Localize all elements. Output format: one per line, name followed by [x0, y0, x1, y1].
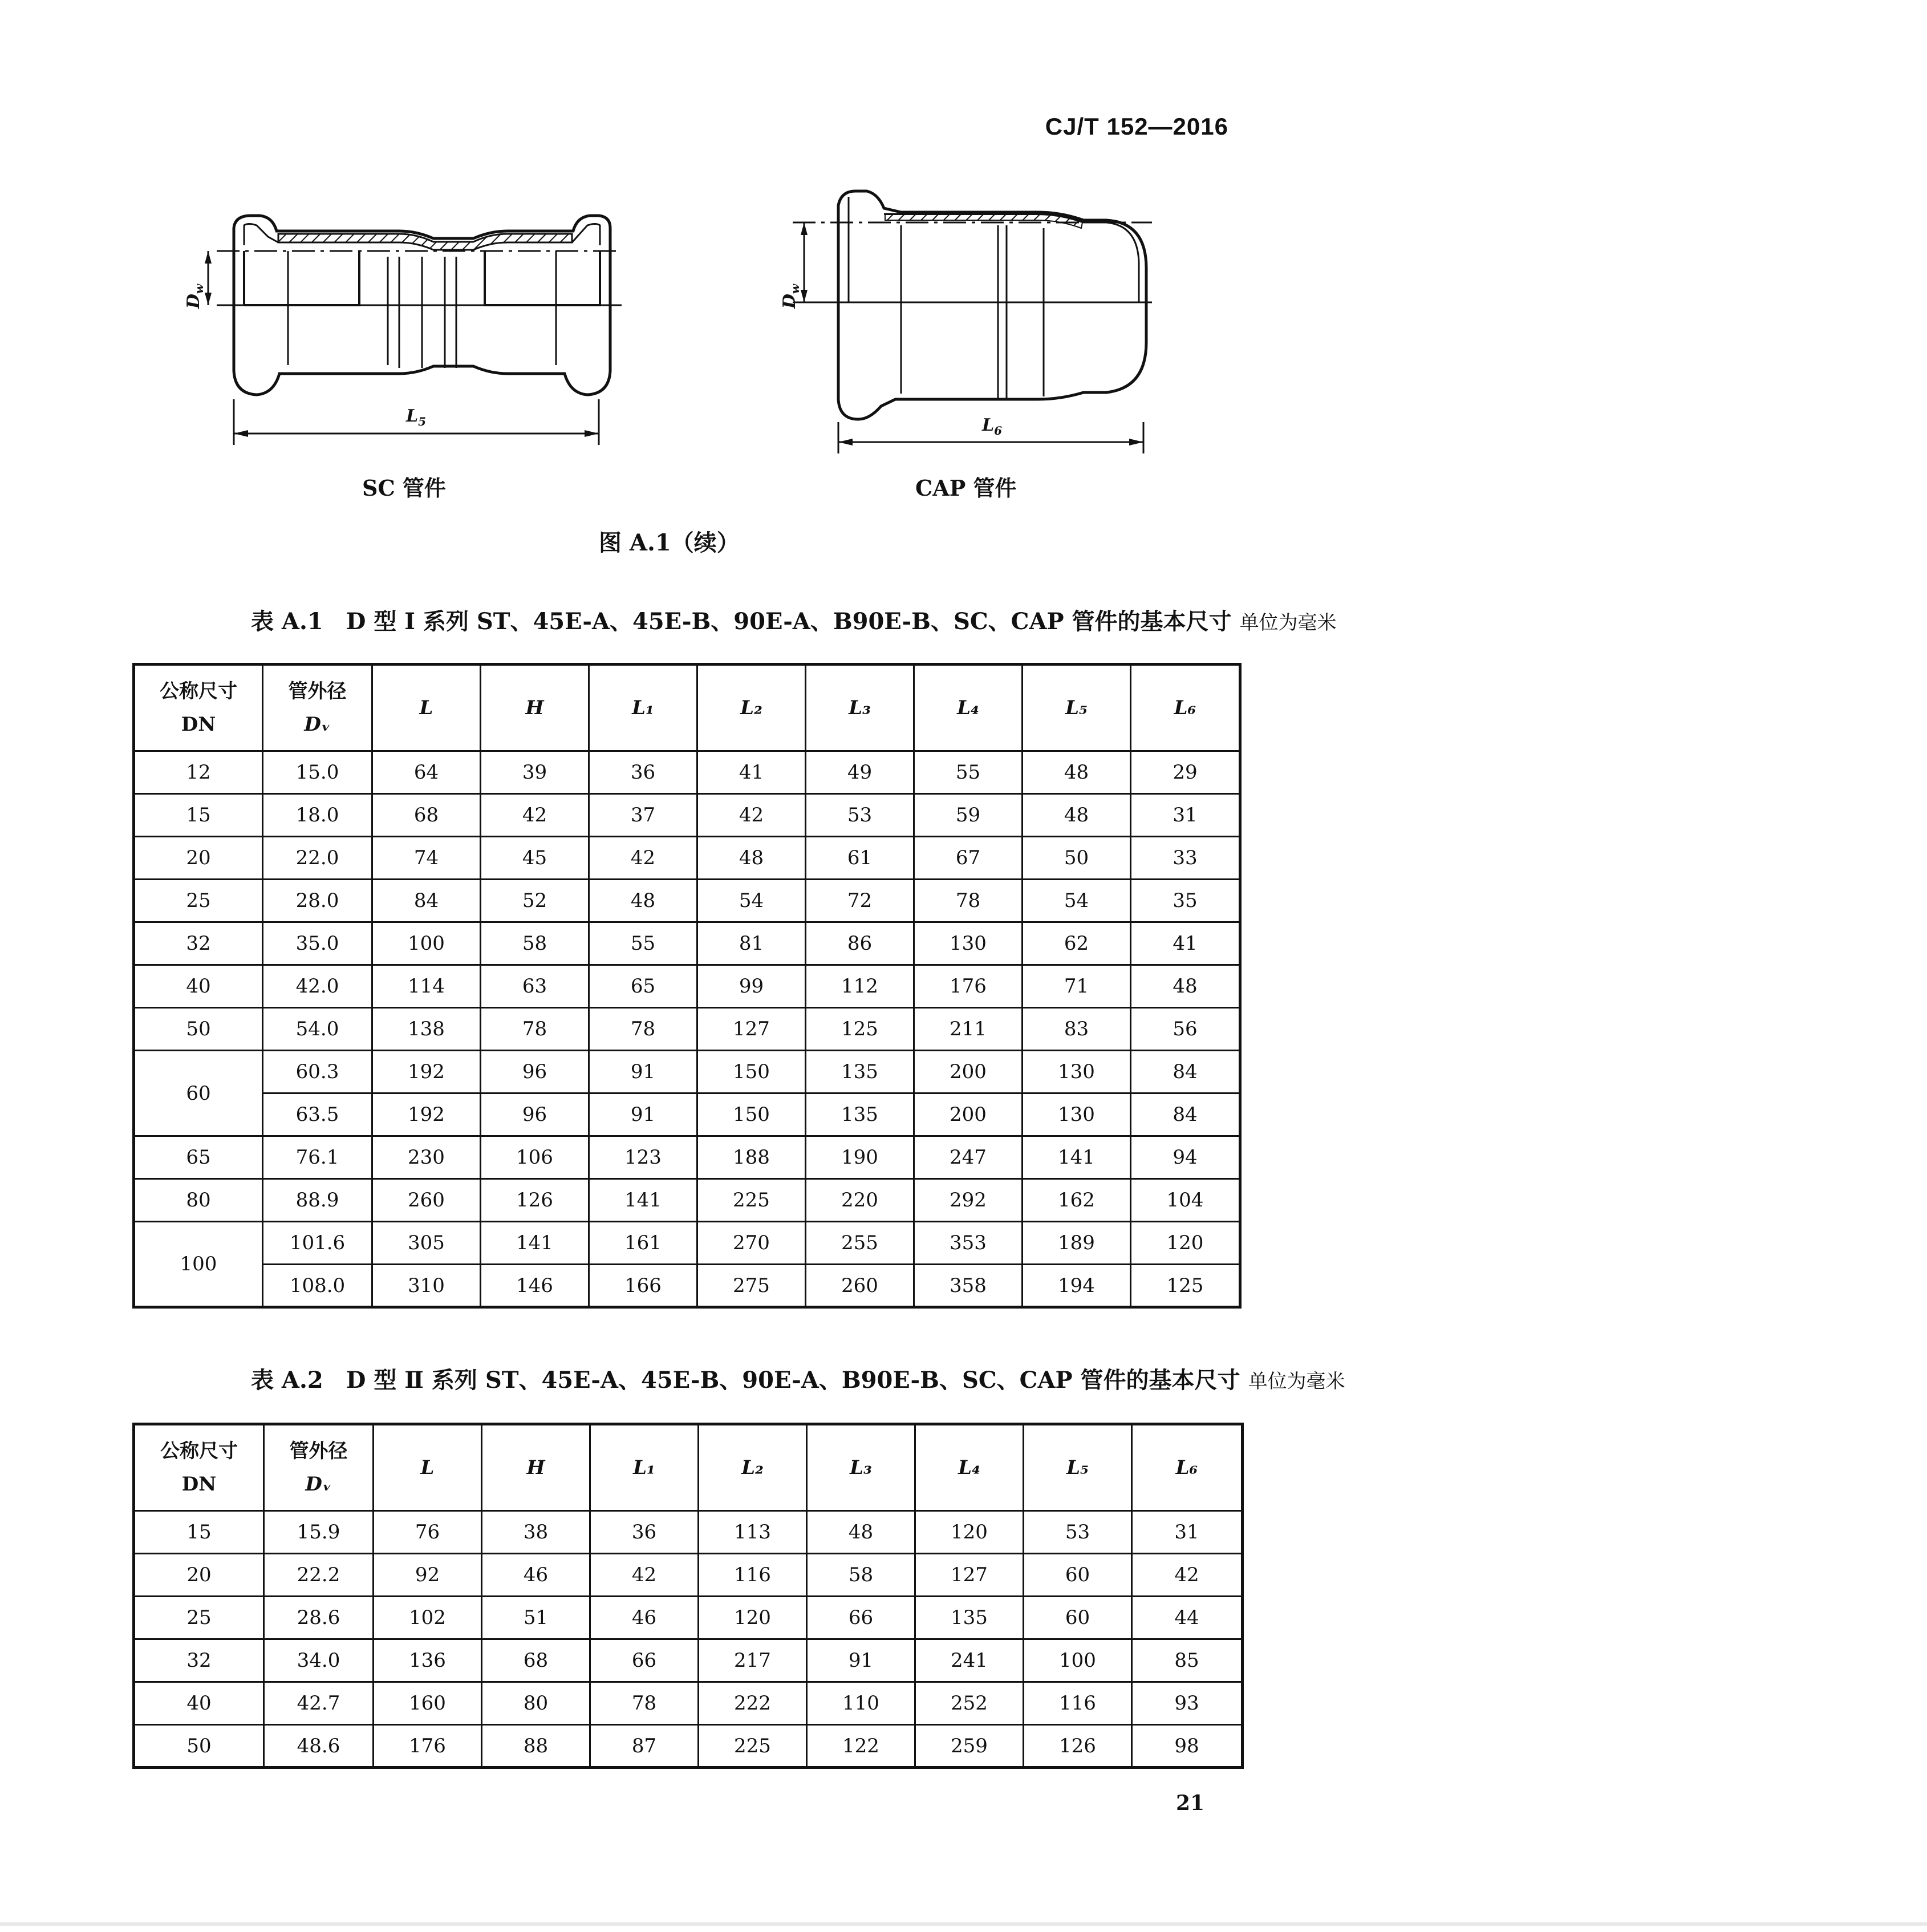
cell-value: 141	[589, 1179, 697, 1222]
cell-value: 102	[374, 1597, 482, 1639]
cell-value: 93	[1132, 1682, 1243, 1725]
cell-dn: 65	[134, 1136, 263, 1179]
header-l: L	[374, 1424, 482, 1511]
cell-value: 84	[372, 880, 481, 922]
cell-value: 53	[1024, 1511, 1132, 1554]
cell-value: 44	[1132, 1597, 1243, 1639]
cell-value: 160	[374, 1682, 482, 1725]
table-row	[134, 1179, 1240, 1222]
cell-value: 188	[697, 1136, 806, 1179]
cell-value: 150	[697, 1093, 806, 1136]
cell-dw: 35.0	[263, 922, 372, 965]
cap-fitting-drawing	[793, 191, 1152, 453]
cell-dw: 63.5	[263, 1093, 372, 1136]
cell-dw: 88.9	[263, 1179, 372, 1222]
cell-value: 55	[914, 751, 1023, 794]
cell-value: 100	[1024, 1639, 1132, 1682]
header-l1: L₁	[590, 1424, 699, 1511]
table2-title: 表 A.2 D 型 Ⅱ 系列 ST、45E-A、45E-B、90E-A、B90E-B、SC、CAP 管件的基本尺寸 单位为毫米	[251, 1367, 1345, 1394]
header-l6: L₆	[1132, 1424, 1243, 1511]
cell-value: 48	[807, 1511, 915, 1554]
table-row	[134, 1511, 1243, 1554]
cell-value: 353	[914, 1222, 1023, 1265]
table1-title: 表 A.1 D 型 Ⅰ 系列 ST、45E-A、45E-B、90E-A、B90E-B、SC、CAP 管件的基本尺寸 单位为毫米	[251, 608, 1337, 635]
table-row	[134, 794, 1240, 837]
cell-value: 310	[372, 1265, 481, 1307]
cell-value: 110	[807, 1682, 915, 1725]
cell-value: 270	[697, 1222, 806, 1265]
cell-dn: 80	[134, 1179, 263, 1222]
cell-value: 87	[590, 1725, 699, 1768]
cell-dw: 48.6	[264, 1725, 374, 1768]
cell-value: 211	[914, 1008, 1023, 1051]
cell-value: 76	[374, 1511, 482, 1554]
cell-value: 60	[1024, 1554, 1132, 1597]
cell-value: 194	[1023, 1265, 1131, 1307]
cell-dn: 32	[134, 922, 263, 965]
cell-value: 88	[482, 1725, 590, 1768]
cell-value: 123	[589, 1136, 697, 1179]
header-l5: L₅	[1024, 1424, 1132, 1511]
cell-value: 48	[1023, 751, 1131, 794]
table1-unit: 单位为毫米	[1239, 611, 1337, 634]
cell-value: 91	[589, 1093, 697, 1136]
header-l4: L₄	[914, 665, 1023, 751]
cell-dw: 15.9	[264, 1511, 374, 1554]
cell-dn: 20	[134, 837, 263, 880]
cell-value: 126	[481, 1179, 589, 1222]
page-number: 21	[1176, 1791, 1205, 1815]
cell-dw: 22.0	[263, 837, 372, 880]
table2-unit: 单位为毫米	[1248, 1370, 1345, 1393]
cell-value: 42	[1132, 1554, 1243, 1597]
cell-value: 200	[914, 1093, 1023, 1136]
cell-value: 81	[697, 922, 806, 965]
cell-dn: 15	[134, 1511, 264, 1554]
cell-value: 130	[1023, 1051, 1131, 1093]
cell-value: 36	[589, 751, 697, 794]
cell-value: 192	[372, 1093, 481, 1136]
cell-value: 120	[915, 1511, 1024, 1554]
cell-value: 68	[482, 1639, 590, 1682]
table-row	[134, 965, 1240, 1008]
header-l3: L₃	[807, 1424, 915, 1511]
cell-value: 36	[590, 1511, 699, 1554]
cell-value: 63	[481, 965, 589, 1008]
cap-dw-label: $D_w$	[780, 283, 802, 309]
cell-value: 52	[481, 880, 589, 922]
cell-value: 114	[372, 965, 481, 1008]
cell-value: 84	[1131, 1051, 1240, 1093]
cell-value: 358	[914, 1265, 1023, 1307]
cell-value: 138	[372, 1008, 481, 1051]
cell-value: 99	[697, 965, 806, 1008]
table-row	[134, 1639, 1243, 1682]
cell-value: 98	[1132, 1725, 1243, 1768]
cell-value: 48	[1023, 794, 1131, 837]
cell-value: 74	[372, 837, 481, 880]
cell-value: 225	[699, 1725, 807, 1768]
header-l2: L₂	[697, 665, 806, 751]
cell-value: 141	[481, 1222, 589, 1265]
cell-value: 78	[481, 1008, 589, 1051]
cell-value: 38	[482, 1511, 590, 1554]
cell-value: 42	[590, 1554, 699, 1597]
header-l4: L₄	[915, 1424, 1024, 1511]
cell-value: 141	[1023, 1136, 1131, 1179]
cell-dn: 50	[134, 1725, 264, 1768]
cell-value: 51	[482, 1597, 590, 1639]
cell-value: 67	[914, 837, 1023, 880]
header-dw: 管外径 Dᵥ	[263, 665, 372, 751]
cell-value: 135	[806, 1093, 914, 1136]
cell-dn: 50	[134, 1008, 263, 1051]
cell-value: 58	[807, 1554, 915, 1597]
header-l3: L₃	[806, 665, 914, 751]
cell-value: 120	[1131, 1222, 1240, 1265]
cell-value: 94	[1131, 1136, 1240, 1179]
header-h: H	[481, 665, 589, 751]
cell-value: 33	[1131, 837, 1240, 880]
cell-value: 255	[806, 1222, 914, 1265]
cell-value: 85	[1132, 1639, 1243, 1682]
cell-dn: 40	[134, 1682, 264, 1725]
cell-dn: 60	[134, 1051, 263, 1136]
cell-value: 65	[589, 965, 697, 1008]
cell-value: 125	[806, 1008, 914, 1051]
cell-value: 122	[807, 1725, 915, 1768]
cell-value: 91	[589, 1051, 697, 1093]
cell-value: 60	[1024, 1597, 1132, 1639]
cell-value: 78	[589, 1008, 697, 1051]
cell-value: 127	[915, 1554, 1024, 1597]
cell-value: 72	[806, 880, 914, 922]
sc-l5-label: $L_5$	[406, 406, 427, 428]
cell-dw: 22.2	[264, 1554, 374, 1597]
cell-value: 48	[697, 837, 806, 880]
cap-caption: CAP 管件	[915, 475, 1017, 501]
header-dw: 管外径 Dᵥ	[264, 1424, 374, 1511]
cell-value: 78	[590, 1682, 699, 1725]
header-dn: 公称尺寸 DN	[134, 665, 263, 751]
cell-value: 305	[372, 1222, 481, 1265]
cell-value: 130	[1023, 1093, 1131, 1136]
cell-value: 135	[806, 1051, 914, 1093]
cell-value: 146	[481, 1265, 589, 1307]
cell-value: 120	[699, 1597, 807, 1639]
cell-dw: 76.1	[263, 1136, 372, 1179]
cell-value: 275	[697, 1265, 806, 1307]
cell-value: 62	[1023, 922, 1131, 965]
cell-value: 100	[372, 922, 481, 965]
cell-value: 41	[1131, 922, 1240, 965]
cell-value: 104	[1131, 1179, 1240, 1222]
cell-value: 42	[697, 794, 806, 837]
cell-value: 42	[589, 837, 697, 880]
header-l1: L₁	[589, 665, 697, 751]
cell-value: 96	[481, 1051, 589, 1093]
table-header-row	[134, 1424, 1243, 1511]
cell-value: 189	[1023, 1222, 1131, 1265]
sc-caption: SC 管件	[362, 475, 446, 501]
cell-value: 37	[589, 794, 697, 837]
cell-dn: 100	[134, 1222, 263, 1307]
cell-value: 92	[374, 1554, 482, 1597]
cell-value: 39	[481, 751, 589, 794]
cell-value: 68	[372, 794, 481, 837]
page-bottom-edge	[0, 1922, 1927, 1926]
figure-a1	[0, 0, 1927, 570]
cell-dw: 108.0	[263, 1265, 372, 1307]
table-a2	[132, 1423, 1244, 1769]
cell-dw: 60.3	[263, 1051, 372, 1093]
table-a1	[132, 663, 1242, 1309]
cell-dw: 34.0	[264, 1639, 374, 1682]
cell-value: 130	[914, 922, 1023, 965]
sc-dw-label: $D_w$	[184, 283, 206, 309]
cell-dw: 101.6	[263, 1222, 372, 1265]
cell-value: 259	[915, 1725, 1024, 1768]
cell-value: 200	[914, 1051, 1023, 1093]
table-row	[134, 751, 1240, 794]
cell-value: 48	[1131, 965, 1240, 1008]
cell-value: 46	[590, 1597, 699, 1639]
table-row	[134, 1008, 1240, 1051]
cap-l6-label: $L_6$	[982, 415, 1003, 438]
table-row	[134, 1682, 1243, 1725]
cell-value: 71	[1023, 965, 1131, 1008]
cell-value: 31	[1132, 1511, 1243, 1554]
cell-value: 41	[697, 751, 806, 794]
cell-value: 61	[806, 837, 914, 880]
header-l: L	[372, 665, 481, 751]
cell-value: 91	[807, 1639, 915, 1682]
cell-value: 222	[699, 1682, 807, 1725]
cell-value: 116	[699, 1554, 807, 1597]
table-row	[134, 837, 1240, 880]
header-h: H	[482, 1424, 590, 1511]
cell-value: 83	[1023, 1008, 1131, 1051]
cell-dn: 25	[134, 880, 263, 922]
cell-dn: 15	[134, 794, 263, 837]
cell-value: 54	[697, 880, 806, 922]
cell-value: 84	[1131, 1093, 1240, 1136]
cell-value: 225	[697, 1179, 806, 1222]
cell-value: 230	[372, 1136, 481, 1179]
cell-value: 150	[697, 1051, 806, 1093]
cell-dw: 42.7	[264, 1682, 374, 1725]
table-row	[134, 1597, 1243, 1639]
cell-value: 56	[1131, 1008, 1240, 1051]
header-dn: 公称尺寸 DN	[134, 1424, 264, 1511]
cell-value: 217	[699, 1639, 807, 1682]
cell-value: 162	[1023, 1179, 1131, 1222]
table-row	[134, 1725, 1243, 1768]
cell-dw: 42.0	[263, 965, 372, 1008]
figure-title: 图 A.1（续）	[599, 529, 740, 556]
table-row	[134, 922, 1240, 965]
cell-value: 116	[1024, 1682, 1132, 1725]
table-header-row	[134, 665, 1240, 751]
cell-value: 54	[1023, 880, 1131, 922]
cell-value: 260	[806, 1265, 914, 1307]
cell-value: 113	[699, 1511, 807, 1554]
table-row	[134, 1136, 1240, 1179]
cell-dw: 28.0	[263, 880, 372, 922]
cell-dn: 20	[134, 1554, 264, 1597]
cell-value: 49	[806, 751, 914, 794]
cell-value: 135	[915, 1597, 1024, 1639]
cell-dn: 40	[134, 965, 263, 1008]
cell-value: 176	[914, 965, 1023, 1008]
cell-dn: 32	[134, 1639, 264, 1682]
cell-dw: 54.0	[263, 1008, 372, 1051]
cell-value: 292	[914, 1179, 1023, 1222]
cell-dw: 15.0	[263, 751, 372, 794]
cell-value: 247	[914, 1136, 1023, 1179]
header-l2: L₂	[699, 1424, 807, 1511]
cell-value: 125	[1131, 1265, 1240, 1307]
table-row	[134, 1051, 1240, 1093]
cell-value: 86	[806, 922, 914, 965]
cell-value: 46	[482, 1554, 590, 1597]
cell-value: 190	[806, 1136, 914, 1179]
cell-value: 29	[1131, 751, 1240, 794]
header-l6: L₆	[1131, 665, 1240, 751]
cell-value: 58	[481, 922, 589, 965]
cell-dn: 25	[134, 1597, 264, 1639]
cell-value: 176	[374, 1725, 482, 1768]
cell-dw: 28.6	[264, 1597, 374, 1639]
cell-value: 48	[589, 880, 697, 922]
cell-value: 220	[806, 1179, 914, 1222]
cell-value: 127	[697, 1008, 806, 1051]
cell-value: 136	[374, 1639, 482, 1682]
cell-value: 161	[589, 1222, 697, 1265]
cell-value: 252	[915, 1682, 1024, 1725]
header-l5: L₅	[1023, 665, 1131, 751]
cell-value: 35	[1131, 880, 1240, 922]
table-row	[134, 880, 1240, 922]
cell-value: 166	[589, 1265, 697, 1307]
table-row	[134, 1222, 1240, 1265]
cell-value: 45	[481, 837, 589, 880]
cell-value: 66	[590, 1639, 699, 1682]
cell-value: 241	[915, 1639, 1024, 1682]
cell-value: 78	[914, 880, 1023, 922]
table-row	[134, 1554, 1243, 1597]
standard-id: CJ/T 152—2016	[1045, 113, 1228, 140]
cell-value: 80	[482, 1682, 590, 1725]
cell-value: 55	[589, 922, 697, 965]
cell-value: 126	[1024, 1725, 1132, 1768]
cell-value: 31	[1131, 794, 1240, 837]
cell-value: 106	[481, 1136, 589, 1179]
table-row	[134, 1265, 1240, 1307]
cell-value: 112	[806, 965, 914, 1008]
cell-value: 66	[807, 1597, 915, 1639]
table-row	[134, 1093, 1240, 1136]
cell-value: 42	[481, 794, 589, 837]
cell-value: 53	[806, 794, 914, 837]
cell-value: 192	[372, 1051, 481, 1093]
cell-dn: 12	[134, 751, 263, 794]
cell-dw: 18.0	[263, 794, 372, 837]
cell-value: 64	[372, 751, 481, 794]
cell-value: 59	[914, 794, 1023, 837]
cell-value: 50	[1023, 837, 1131, 880]
cell-value: 260	[372, 1179, 481, 1222]
cell-value: 96	[481, 1093, 589, 1136]
